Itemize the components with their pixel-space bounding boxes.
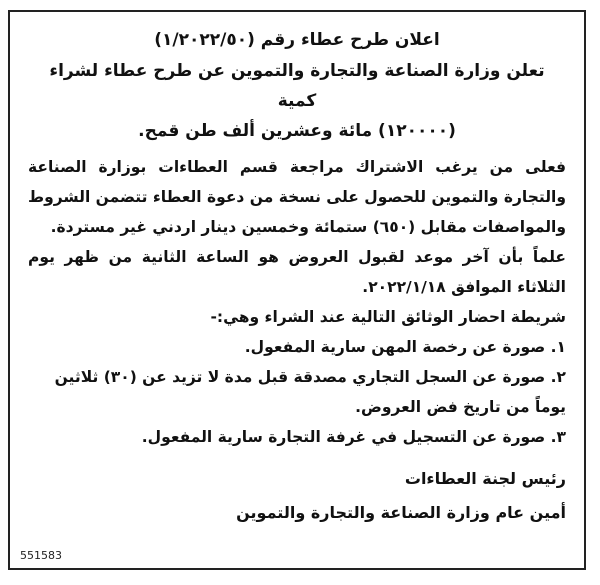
reference-code: 551583 (20, 549, 62, 562)
signature-title: رئيس لجنة العطاءات (404, 469, 566, 488)
ad-title: اعلان طرح عطاء رقم (١/٢٠٢٢/٥٠) (154, 30, 440, 50)
ad-paragraph-instructions: فعلى من يرغب الاشتراك مراجعة قسم العطاءات بوزارة الصناعة والتجارة والتموين للحصول على نسخة من دعوة العطاء تتضمن الشروط والمواصفات مقابل (٦٥٠) ستمائة وخمسين دينار اردني غير مستردة. (28, 158, 566, 236)
signature-block (28, 462, 566, 530)
ad-paragraph-requirements: شريطة احضار الوثائق التالية عند الشراء وهي:- (210, 308, 566, 326)
requirement-item-3: ٣. صورة عن التسجيل في غرفة التجارة سارية المفعول. (141, 428, 566, 446)
ad-paragraph-deadline: علماً بأن آخر موعد لقبول العروض هو الساعة الثانية من ظهر يوم الثلاثاء الموافق ٢٠٢٢/١/١٨. (28, 248, 566, 296)
signature-name: أمين عام وزارة الصناعة والتجارة والتموين (236, 503, 566, 522)
requirement-item-2: ٢. صورة عن السجل التجاري مصدقة قبل مدة لا تزيد عن (٣٠) ثلاثين يوماً من تاريخ فض العروض. (54, 368, 566, 416)
ad-subtitle (28, 56, 566, 146)
ad-subtitle-line1: تعلن وزارة الصناعة والتجارة والتموين عن طرح عطاء لشراء كمية (49, 61, 545, 111)
advertisement-frame (8, 10, 586, 570)
ad-subtitle-line2: (١٢٠٠٠٠) مائة وعشرين ألف طن قمح. (138, 121, 456, 141)
requirement-item-1: ١. صورة عن رخصة المهن سارية المفعول. (244, 338, 566, 356)
